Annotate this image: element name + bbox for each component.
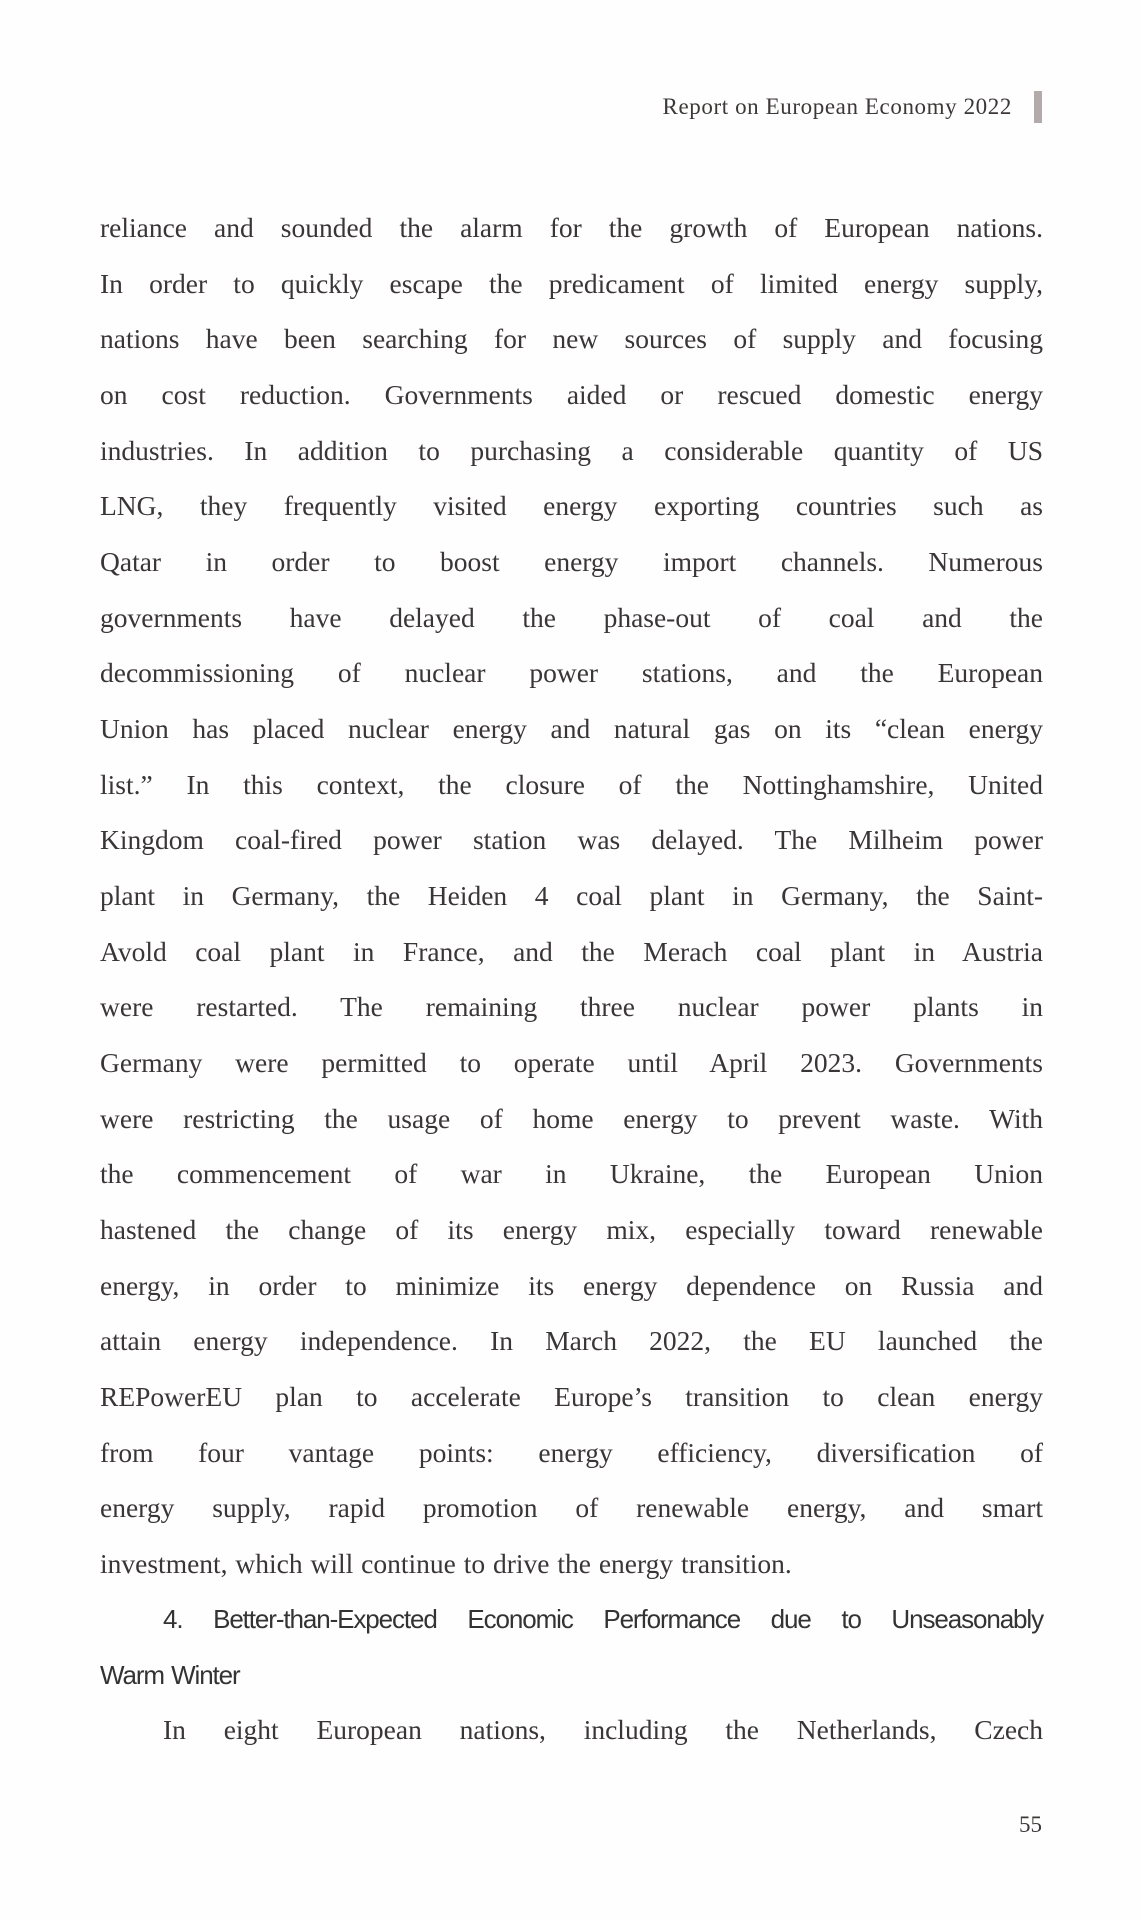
running-head-bar — [1034, 91, 1042, 123]
running-head-title: Report on European Economy 2022 — [662, 94, 1012, 119]
body-line: governments have delayed the phase-out of coal and the — [100, 602, 1043, 633]
page-number: 55 — [1019, 1812, 1042, 1837]
body-line: In order to quickly escape the predicament of limited energy supply, — [100, 268, 1043, 299]
body-line: were restarted. The remaining three nuclear power plants in — [100, 991, 1043, 1022]
body-line: the commencement of war in Ukraine, the European Union — [100, 1158, 1043, 1189]
body-line: energy supply, rapid promotion of renewable energy, and smart — [100, 1492, 1043, 1523]
body-line: list.” In this context, the closure of the Nottinghamshire, United — [100, 769, 1043, 800]
body-line: Kingdom coal-fired power station was delayed. The Milheim power — [100, 824, 1043, 855]
body-line: on cost reduction. Governments aided or rescued domestic energy — [100, 379, 1043, 410]
body-line: plant in Germany, the Heiden 4 coal plant in Germany, the Saint- — [100, 880, 1043, 911]
body-line: Germany were permitted to operate until April 2023. Governments — [100, 1047, 1043, 1078]
body-line: investment, which will continue to drive the energy transition. — [100, 1548, 792, 1579]
body-line: nations have been searching for new sources of supply and focusing — [100, 323, 1043, 354]
section-heading-continuation: Warm Winter — [100, 1660, 240, 1690]
body-line: Union has placed nuclear energy and natural gas on its “clean energy — [100, 713, 1043, 744]
paragraph-first-line: In eight European nations, including the Netherlands, Czech — [163, 1714, 1043, 1745]
body-line: industries. In addition to purchasing a considerable quantity of US — [100, 435, 1043, 466]
body-line: LNG, they frequently visited energy exporting countries such as — [100, 490, 1043, 521]
body-line: Avold coal plant in France, and the Merach coal plant in Austria — [100, 936, 1043, 967]
body-line: attain energy independence. In March 2022, the EU launched the — [100, 1325, 1043, 1356]
body-line: from four vantage points: energy efficiency, diversification of — [100, 1437, 1043, 1468]
body-line: energy, in order to minimize its energy dependence on Russia and — [100, 1270, 1043, 1301]
body-line: decommissioning of nuclear power stations, and the European — [100, 657, 1043, 688]
body-line: Qatar in order to boost energy import channels. Numerous — [100, 546, 1043, 577]
body-line: REPowerEU plan to accelerate Europe’s transition to clean energy — [100, 1381, 1043, 1412]
body-line: reliance and sounded the alarm for the growth of European nations. — [100, 212, 1043, 243]
section-heading: 4. Better-than-Expected Economic Performance due to Unseasonably — [163, 1604, 1043, 1634]
body-line: were restricting the usage of home energy to prevent waste. With — [100, 1103, 1043, 1134]
body-line: hastened the change of its energy mix, especially toward renewable — [100, 1214, 1043, 1245]
